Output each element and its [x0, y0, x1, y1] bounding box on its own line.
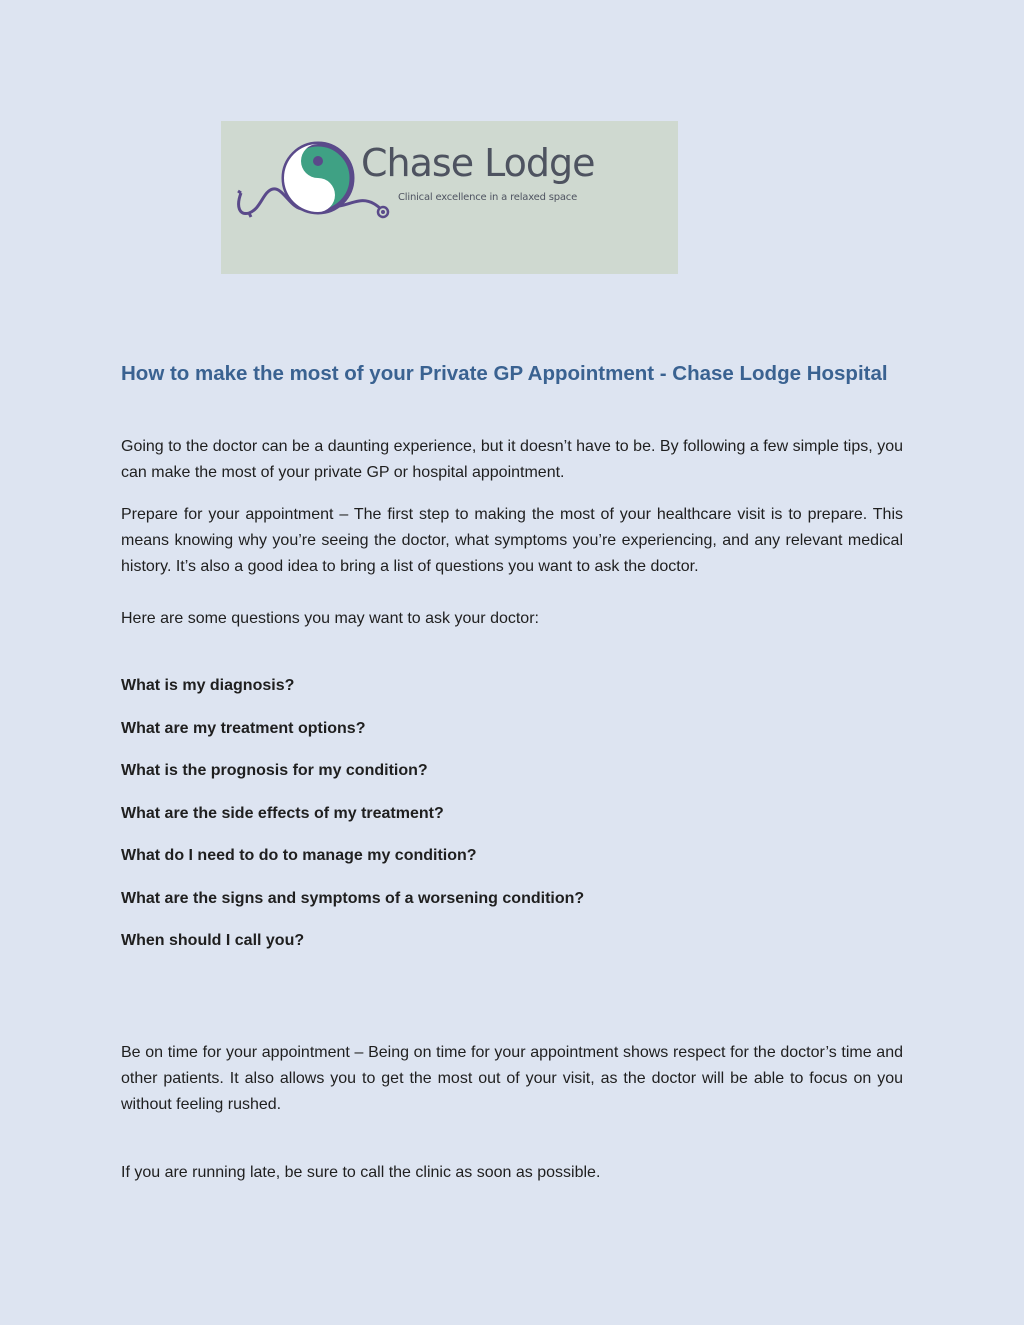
question-item: What are my treatment options? [121, 720, 366, 737]
question-item: What is my diagnosis? [121, 677, 295, 694]
question-item: What is the prognosis for my condition? [121, 762, 428, 779]
prepare-paragraph: Prepare for your appointment – The first step to making the most of your healthcare visit is to prepare. This means knowing why you’re seeing the doctor, what symptoms you’re experiencing, and any relevant medical history. It’s also a good idea to bring a list of questions you want to ask the doctor. [121, 506, 903, 575]
question-item: What are the side effects of my treatment? [121, 805, 444, 822]
question-item: What are the signs and symptoms of a worsening condition? [121, 890, 585, 907]
logo-name: Chase Lodge [361, 141, 595, 185]
page-title: How to make the most of your Private GP Appointment - Chase Lodge Hospital [121, 362, 888, 385]
question-item: What do I need to do to manage my condition? [121, 847, 477, 864]
questions-intro: Here are some questions you may want to ask your doctor: [121, 610, 539, 627]
question-item: When should I call you? [121, 932, 305, 949]
logo [221, 121, 678, 274]
running-late-paragraph: If you are running late, be sure to call the clinic as soon as possible. [121, 1164, 601, 1181]
intro-paragraph: Going to the doctor can be a daunting experience, but it doesn’t have to be. By following a few simple tips, you can make the most of your private GP or hospital appointment. [121, 438, 903, 481]
on-time-paragraph: Be on time for your appointment – Being on time for your appointment shows respect for the doctor’s time and other patients. It also allows you to get the most out of your visit, as the doctor will be able to focus on you without feeling rushed. [121, 1044, 903, 1113]
logo-tagline: Clinical excellence in a relaxed space [398, 192, 578, 203]
